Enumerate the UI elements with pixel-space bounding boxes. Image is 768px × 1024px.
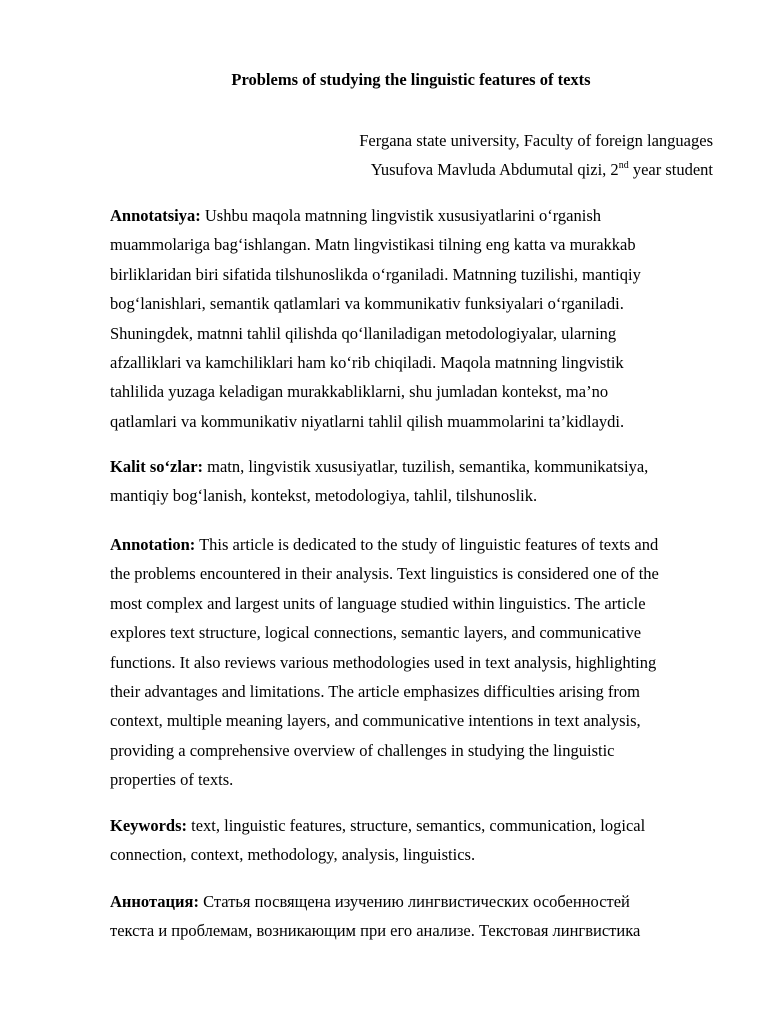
annotation-russian <box>110 887 640 946</box>
keywords-uzbek <box>110 452 648 511</box>
author-year: year student <box>628 160 713 179</box>
annotation-uzbek <box>110 201 641 436</box>
keywords-english <box>110 811 645 870</box>
annotation-english <box>110 530 659 795</box>
author-line <box>371 159 713 181</box>
paper-title: Problems of studying the linguistic features of texts <box>231 70 591 89</box>
annotation-uzbek-label: Annotatsiya: <box>110 206 201 225</box>
annotation-russian-label: Аннотация: <box>110 892 199 911</box>
annotation-russian-text: Статья посвящена изучению лингвистических особенностей текста и проблемам, возникающим при его анализе. Текстовая лингвистика <box>110 892 641 941</box>
annotation-uzbek-text: Ushbu maqola matnning lingvistik xususiyatlarini o‘rganish muammolariga bag‘ishlangan. Matn lingvistikasi tilning eng katta va murakkab birliklaridan biri sifatida tilshunoslikda o‘rganiladi. Matnning tuzilishi, mantiqiy bog‘lanishlari, semantik qatlamlari va kommunikativ funksiyalari o‘rganiladi. Shuningdek, matnni tahlil qilishda qo‘llaniladigan metodologiyalar, ularning afzalliklari va kamchiliklari ham ko‘rib chiqiladi. Maqola matnning lingvistik tahlilida yuzaga keladigan murakkabliklarni, shu jumladan kontekst, ma’no qatlamlari va kommunikativ niyatlarni tahlil qilish muammolarini ta’kidlaydi. <box>110 206 641 431</box>
author-name: Yusufova Mavluda Abdumutal qizi, 2 <box>370 160 619 179</box>
affiliation-line: Fergana state university, Faculty of foreign languages <box>359 131 713 150</box>
keywords-english-label: Keywords: <box>110 816 187 835</box>
ordinal-suffix: nd <box>618 159 629 171</box>
annotation-english-text: This article is dedicated to the study of linguistic features of texts and the problems encountered in their analysis. Text linguistics is considered one of the most complex and largest units of language studied within linguistics. The article explores text structure, logical connections, semantic layers, and communicative functions. It also reviews various methodologies used in text analysis, highlighting their advantages and limitations. The article emphasizes difficulties arising from context, multiple meaning layers, and communicative intentions in text analysis, providing a comprehensive overview of challenges in studying the linguistic properties of texts. <box>110 535 659 790</box>
keywords-uzbek-text: matn, lingvistik xususiyatlar, tuzilish, semantika, kommunikatsiya, mantiqiy bog‘lanish, kontekst, metodologiya, tahlil, tilshunoslik. <box>110 457 649 506</box>
annotation-english-label: Annotation: <box>110 535 196 554</box>
keywords-uzbek-label: Kalit so‘zlar: <box>110 457 204 476</box>
keywords-english-text: text, linguistic features, structure, semantics, communication, logical connection, context, methodology, analysis, linguistics. <box>110 816 646 865</box>
